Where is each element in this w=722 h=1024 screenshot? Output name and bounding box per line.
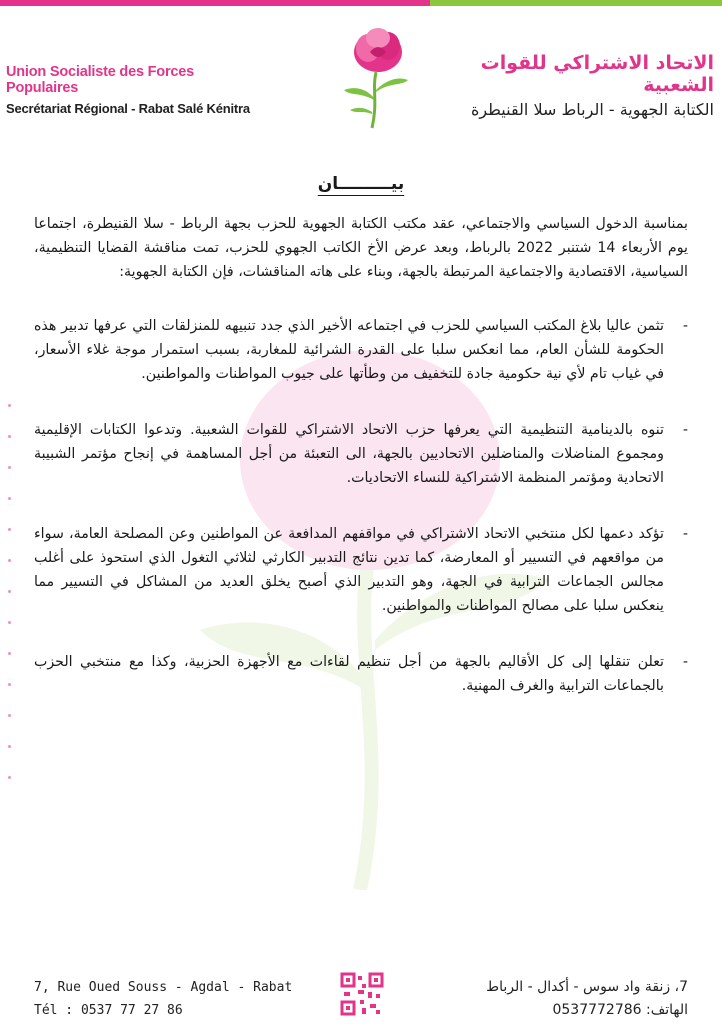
bullet-marker: -: [682, 654, 688, 670]
footer-arabic: [486, 976, 688, 1022]
bullet-text: تعلن تنقلها إلى كل الأقاليم بالجهة من أجل تنظيم لقاءات مع الأجهزة الحزبية، وكذا مع منتخبي الحزب بالجماعات الترابية والغرف المهنية.: [34, 654, 664, 694]
side-decoration: [8, 404, 18, 807]
bullet-text: تثمن عاليا بلاغ المكتب السياسي للحزب في اجتماعه الأخير الذي جدد تنبيهه للمنزلقات التي عرفها تدبير هذه الحكومة للشأن العام، مما انعكس سلبا على القدرة الشرائية للمغاربة، بسبب استمرار موجة غلاء الأسعار، في غياب تام لأي نية حكومية جادة للتخفيف من وطأتها على جيوب المواطنات والمواطنين.: [34, 318, 664, 382]
list-item: [34, 418, 688, 490]
list-item: [34, 314, 688, 386]
bullet-marker: -: [682, 526, 688, 542]
document-body: [34, 212, 688, 730]
bullet-text: تنوه بالدينامية التنظيمية التي يعرفها حزب الاتحاد الاشتراكي للقوات الشعبية. وتدعوا الكتابات الإقليمية ومجموع المناضلات والمناضلين الاتحاديين بالجهة، الى التعبئة من أجل المساهمة في إنجاح مؤتمر الشبيبة الاتحادية ومؤتمر المنظمة الاشتراكية للنساء الاتحاديات.: [34, 422, 664, 486]
top-color-bar: [0, 0, 722, 6]
address-fr: 7, Rue Oued Souss - Agdal - Rabat: [34, 980, 293, 995]
address-ar: 7، زنقة واد سوس - أكدال - الرباط: [486, 979, 688, 995]
phone-ar: الهاتف: 0537772786: [552, 1002, 688, 1018]
list-item: [34, 650, 688, 698]
document-title: بيـــــــــان: [317, 174, 405, 194]
secretariat-ar: الكتابة الجهوية - الرباط سلا القنيطرة: [470, 100, 714, 119]
footer-french: [34, 976, 292, 1022]
rose-icon: [332, 22, 422, 132]
bullet-marker: -: [682, 422, 688, 438]
party-name-fr: Union Socialiste des Forces Populaires: [6, 64, 194, 96]
top-bar-pink: [0, 0, 430, 6]
header-arabic: [424, 52, 714, 119]
top-bar-green: [430, 0, 722, 6]
intro-paragraph: بمناسبة الدخول السياسي والاجتماعي، عقد مكتب الكتابة الجهوية للحزب بجهة الرباط - سلا القنيطرة، اجتماعا يوم الأربعاء 14 شتنبر 2022 بالرباط، وبعد عرض الأخ الكاتب الجهوي للحزب، تمت مناقشة القضايا التنظيمية، السياسية، الاقتصادية والاجتماعية المرتبطة بالجهة، وبناء على هاته المناقشات، فإن الكتابة الجهوية:: [34, 216, 688, 280]
list-item: [34, 522, 688, 618]
bullet-text: تؤكد دعمها لكل منتخبي الاتحاد الاشتراكي في مواقفهم المدافعة عن المواطنين وعن المصلحة العامة، سواء من مواقعهم في التسيير أو المعارضة، كما تدين نتائج التدبير الكارثي لثلاثي التغول الذي استحوذ على أغلب مجالس الجماعات الترابية في الجهة، وهو التدبير الذي أصبح يخلق العديد من المشاكل في التسيير مما ينعكس سلبا على مصالح المواطنات والمواطنين.: [34, 526, 664, 614]
phone-fr: Tél : 0537 77 27 86: [34, 1003, 183, 1018]
party-name-ar: الاتحاد الاشتراكي للقوات الشعبية: [480, 52, 714, 96]
header-french: [6, 64, 266, 116]
bullet-marker: -: [682, 318, 688, 334]
secretariat-fr: Secrétariat Régional - Rabat Salé Kénitra: [6, 101, 250, 116]
qr-code-icon: [340, 972, 384, 1016]
